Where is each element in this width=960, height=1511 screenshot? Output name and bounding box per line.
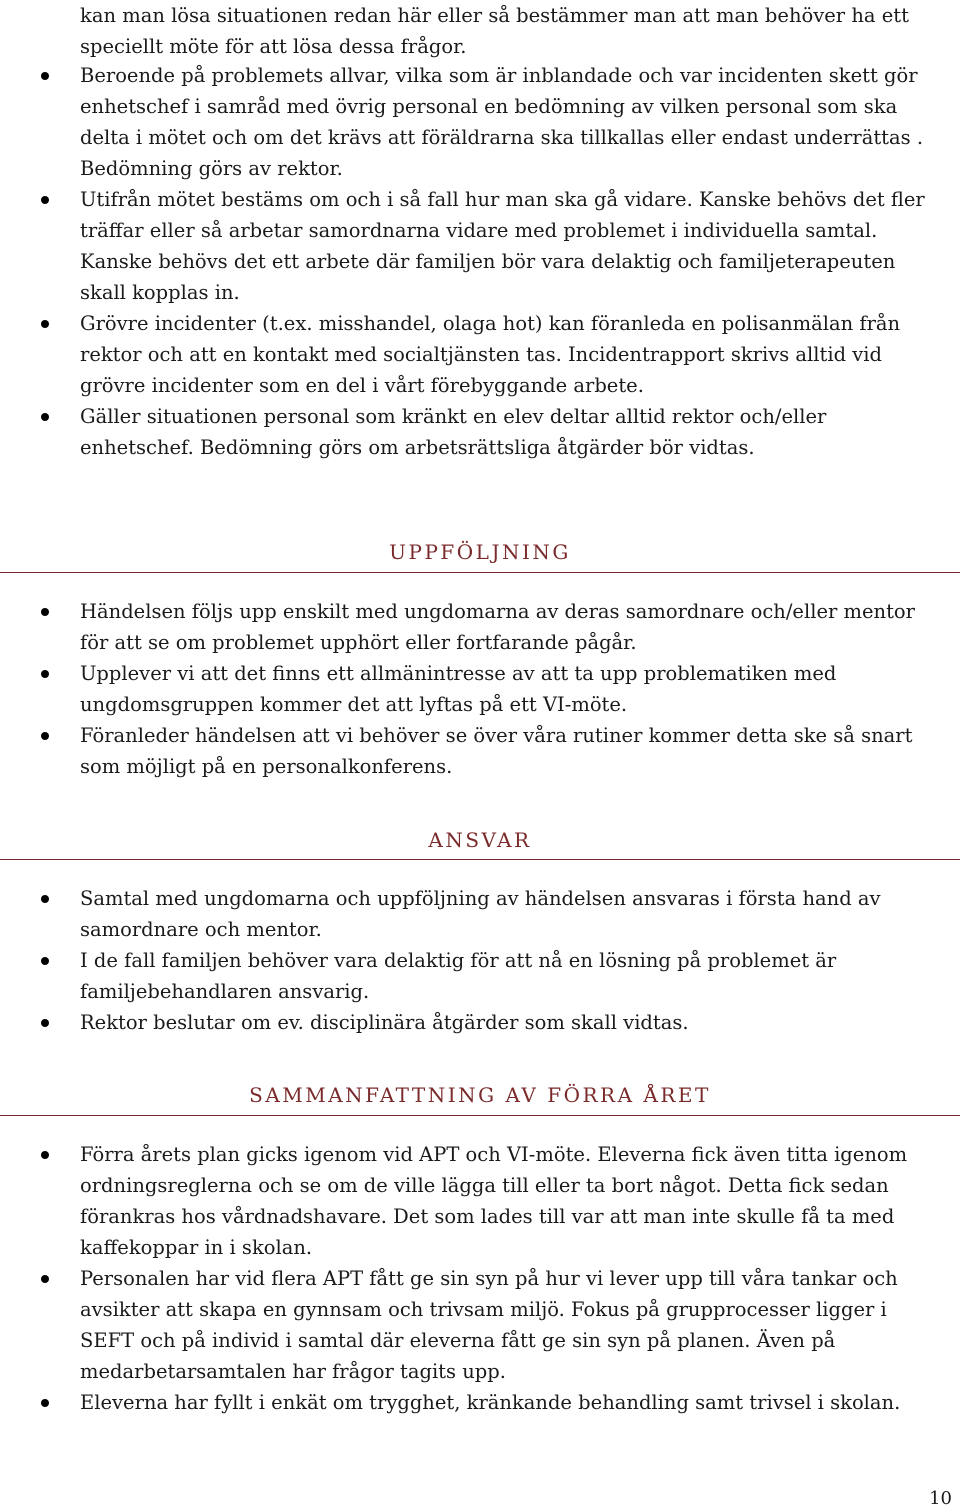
list-item [0, 308, 960, 401]
top-bullet-list [0, 60, 960, 463]
list-item [0, 883, 960, 945]
bullet-icon [41, 320, 49, 328]
list-item [0, 658, 960, 720]
list-item-text: Eleverna har fyllt i enkät om trygghet, kränkande behandling samt trivsel i skolan. [80, 1391, 901, 1414]
list-item-text: Föranleder händelsen att vi behöver se över våra rutiner kommer detta ske så snart som möjligt på en personalkonferens. [80, 724, 913, 778]
bullet-icon [41, 1399, 49, 1407]
list-item-text: Händelsen följs upp enskilt med ungdomarna av deras samordnare och/eller mentor för att se om problemet upphört eller fortfarande pågår. [80, 600, 915, 654]
page-number: 10 [929, 1488, 952, 1509]
list-item [0, 596, 960, 658]
list-item-text: Förra årets plan gicks igenom vid APT och VI-möte. Eleverna fick även titta igenom ordningsreglerna och se om de ville lägga till eller ta bort något. Detta fick sedan förankras hos vårdnadshavare. Det som lades till var att man inte skulle få ta med kaffekoppar in i skolan. [80, 1143, 908, 1259]
section-heading-sammanfattning: SAMMANFATTNING AV FÖRRA ÅRET [249, 1083, 711, 1107]
continuation-text: kan man lösa situationen redan här eller så bestämmer man att man behöver ha ett speciellt möte för att lösa dessa frågor. [80, 4, 909, 58]
bullet-icon [41, 608, 49, 616]
list-item-text: Gäller situationen personal som kränkt en elev deltar alltid rektor och/eller enhetschef. Bedömning görs om arbetsrättsliga åtgärder bör vidtas. [80, 405, 827, 459]
bullet-icon [41, 670, 49, 678]
list-item [0, 720, 960, 782]
sammanfattning-bullet-list [0, 1139, 960, 1418]
section-heading-ansvar: ANSVAR [428, 828, 532, 852]
section-divider [0, 1115, 960, 1116]
list-item-text: Grövre incidenter (t.ex. misshandel, olaga hot) kan föranleda en polisanmälan från rektor och att en kontakt med socialtjänsten tas. Incidentrapport skrivs alltid vid grövre incidenter som en del i vårt förebyggande arbete. [80, 312, 901, 397]
list-item [0, 1007, 960, 1038]
list-item [0, 1387, 960, 1418]
bullet-icon [41, 1019, 49, 1027]
section-divider [0, 859, 960, 860]
list-item-text: Upplever vi att det finns ett allmänintresse av att ta upp problematiken med ungdomsgruppen kommer det att lyftas på ett VI-möte. [80, 662, 837, 716]
list-item [0, 1139, 960, 1263]
bullet-icon [41, 196, 49, 204]
list-item [0, 945, 960, 1007]
list-item-text: Samtal med ungdomarna och uppföljning av händelsen ansvaras i första hand av samordnare och mentor. [80, 887, 881, 941]
bullet-icon [41, 413, 49, 421]
bullet-icon [41, 957, 49, 965]
uppfoljning-bullet-list [0, 596, 960, 782]
bullet-icon [41, 732, 49, 740]
list-item [0, 184, 960, 308]
section-divider [0, 572, 960, 573]
list-item [0, 60, 960, 184]
list-item [0, 1263, 960, 1387]
list-item-text: Beroende på problemets allvar, vilka som är inblandade och var incidenten skett gör enhetschef i samråd med övrig personal en bedömning av vilken personal som ska delta i mötet och om det krävs att föräldrarna ska tillkallas eller endast underrättas . Bedömning görs av rektor. [80, 64, 924, 180]
list-item [0, 401, 960, 463]
ansvar-bullet-list [0, 883, 960, 1038]
list-item-text: Utifrån mötet bestäms om och i så fall hur man ska gå vidare. Kanske behövs det fler träffar eller så arbetar samordnarna vidare med problemet i individuella samtal. Kanske behövs det ett arbete där familjen bör vara delaktig och familjeterapeuten skall kopplas in. [80, 188, 925, 304]
bullet-icon [41, 1151, 49, 1159]
bullet-icon [41, 72, 49, 80]
bullet-icon [41, 1275, 49, 1283]
list-item-text: I de fall familjen behöver vara delaktig för att nå en lösning på problemet är familjebehandlaren ansvarig. [80, 949, 837, 1003]
list-item-text: Personalen har vid flera APT fått ge sin syn på hur vi lever upp till våra tankar och avsikter att skapa en gynnsam och trivsam miljö. Fokus på grupprocesser ligger i SEFT och på individ i samtal där eleverna fått ge sin syn på planen. Även på medarbetarsamtalen har frågor tagits upp. [80, 1267, 898, 1383]
list-item-text: Rektor beslutar om ev. disciplinära åtgärder som skall vidtas. [80, 1011, 689, 1034]
section-heading-uppfoljning: UPPFÖLJNING [389, 540, 571, 564]
bullet-icon [41, 895, 49, 903]
